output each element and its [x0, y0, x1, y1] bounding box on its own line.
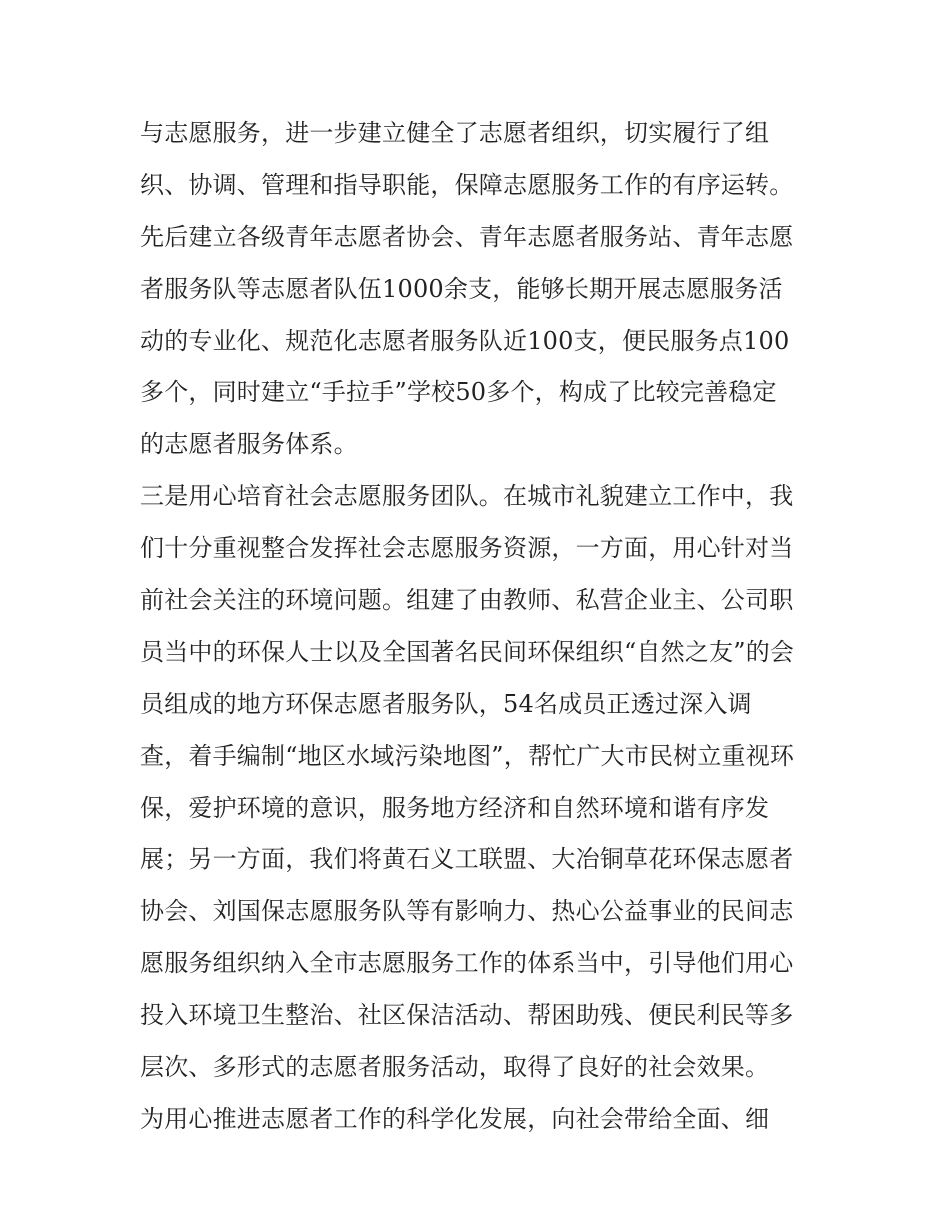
text-line: 们十分重视整合发挥社会志愿服务资源，一方面，用心针对当 — [140, 534, 794, 563]
text-line: 的志愿者服务体系。 — [140, 430, 358, 459]
text-line: 保，爱护环境的意识，服务地方经济和自然环境和谐有序发 — [140, 793, 770, 822]
body-text — [140, 108, 820, 1146]
text-line: 织、协调、管理和指导职能，保障志愿服务工作的有序运转。 — [140, 170, 794, 199]
text-line: 与志愿服务，进一步建立健全了志愿者组织，切实履行了组 — [140, 119, 770, 147]
text-line: 投入环境卫生整治、社区保洁活动、帮困助残、便民利民等多 — [140, 1001, 794, 1030]
text-line: 员当中的环保人士以及全国著名民间环保组织“自然之友”的会 — [140, 637, 795, 666]
text-line: 者服务队等志愿者队伍1000余支，能够长期开展志愿服务活 — [140, 274, 783, 303]
text-line: 前社会关注的环境问题。组建了由教师、私营企业主、公司职 — [140, 586, 794, 615]
text-line: 三是用心培育社会志愿服务团队。在城市礼貌建立工作中，我 — [140, 482, 794, 511]
text-line: 查，着手编制“地区水域污染地图”，帮忙广大市民树立重视环 — [140, 741, 795, 770]
text-line: 协会、刘国保志愿服务队等有影响力、热心公益事业的民间志 — [140, 897, 794, 926]
text-line: 愿服务组织纳入全市志愿服务工作的体系当中，引导他们用心 — [140, 949, 794, 978]
text-line: 层次、多形式的志愿者服务活动，取得了良好的社会效果。 — [140, 1053, 770, 1082]
text-line: 多个，同时建立“手拉手”学校50多个，构成了比较完善稳定 — [140, 378, 777, 407]
text-line: 先后建立各级青年志愿者协会、青年志愿者服务站、青年志愿 — [140, 222, 794, 251]
text-line: 动的专业化、规范化志愿者服务队近100支，便民服务点100 — [140, 326, 790, 355]
text-line: 员组成的地方环保志愿者服务队，54名成员正透过深入调 — [140, 689, 752, 718]
text-line: 为用心推进志愿者工作的科学化发展，向社会带给全面、细 — [140, 1104, 770, 1133]
text-line: 展；另一方面，我们将黄石义工联盟、大冶铜草花环保志愿者 — [140, 845, 794, 874]
